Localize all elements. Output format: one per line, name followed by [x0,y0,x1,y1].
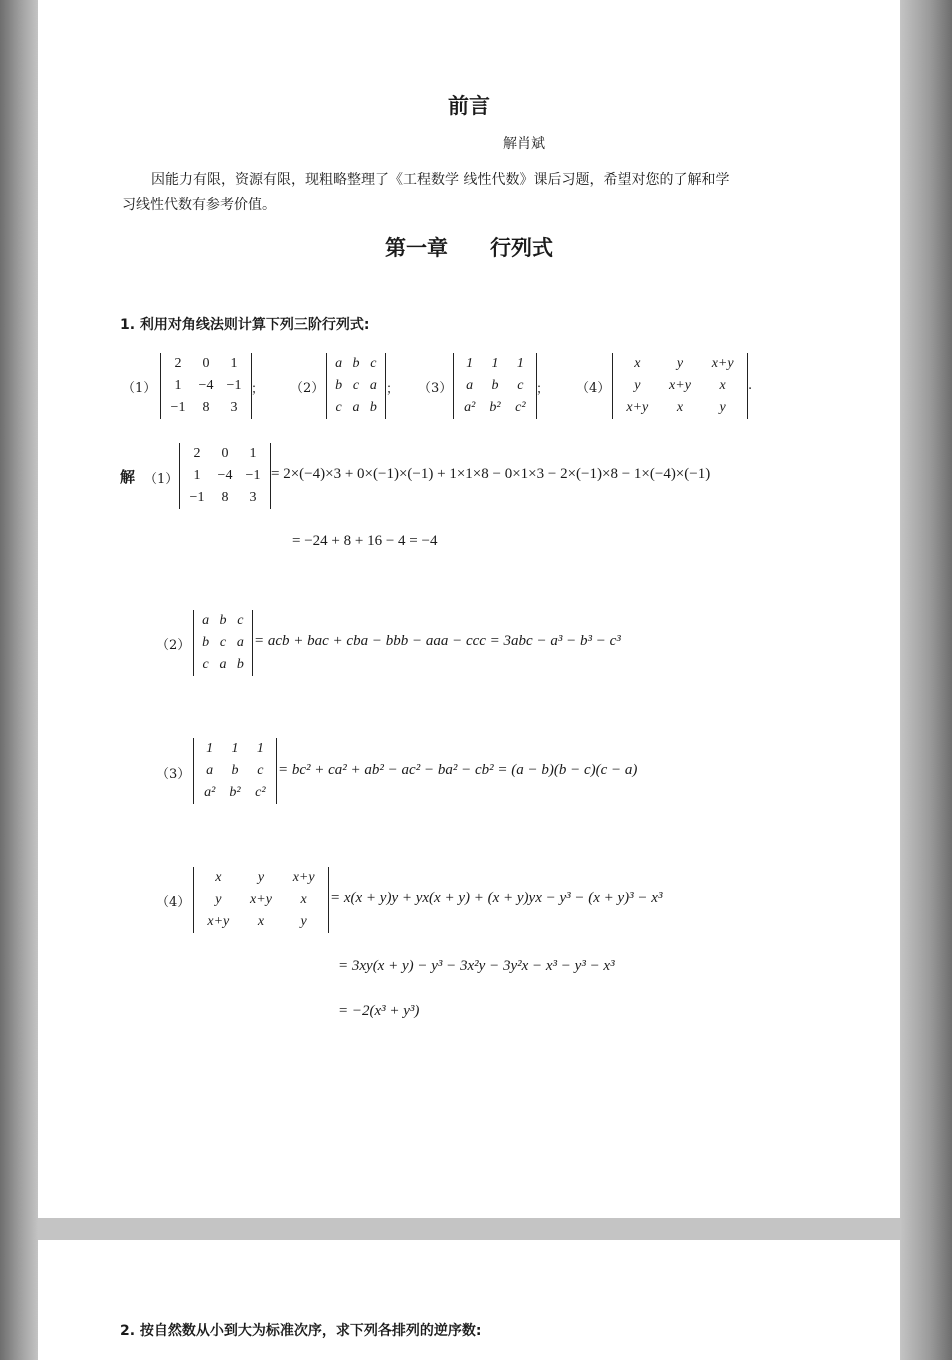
q1-det2-cell-r1c3: c [370,356,377,371]
s1-det-cell-r2c3: −1 [245,468,261,483]
s3-det-cell-r1c2: 1 [231,741,239,756]
q1-det3-cell-r2c3: c [517,378,524,393]
q1-det1-cell-r1c2: 0 [202,356,210,371]
s4-det-cell-r3c1: x+y [207,914,230,929]
s3-det-cell-r2c3: c [257,763,264,778]
s1-det-cell-r2c2: −4 [217,468,233,483]
s1-label: （1） [144,472,179,487]
s2-det-cell-r1c2: b [219,613,227,628]
s3-label: （3） [156,767,191,782]
q1-det3-cell-r1c2: 1 [491,356,499,371]
s2-det-cell-r1c1: a [202,613,210,628]
s3-det-cell-r1c3: 1 [256,741,264,756]
q1-det3-cell-r2c2: b [491,378,499,393]
q1-det1-cell-r2c1: 1 [174,378,182,393]
s1-det-cell-r3c1: −1 [189,490,205,505]
s1-det-cell-r3c3: 3 [249,490,257,505]
document-page-1 [38,0,900,1218]
q1-det1-cell-r1c3: 1 [230,356,238,371]
document-page-2 [38,1240,900,1360]
s4-equation-line2: = 3xy(x + y) − y³ − 3x²y − 3y²x − x³ − y³ − x³ [338,958,615,974]
s4-det-cell-r1c1: x [215,870,222,885]
q1-det2-cell-r1c2: b [352,356,360,371]
q1-det2-cell-r2c2: c [352,378,360,393]
q1-det4-cell-r2c1: y [634,378,641,393]
s3-det-cell-r3c2: b² [229,785,241,800]
q1-item1-label: （1） [122,381,157,396]
author-name: 解肖斌 [503,136,545,152]
s3-det-cell-r3c1: a² [204,785,216,800]
s2-det-cell-r3c1: c [202,657,209,672]
q1-det4-cell-r3c1: x+y [626,400,649,415]
q1-det1-cell-r1c1: 2 [174,356,182,371]
s2-equation-line1: = acb + bac + cba − bbb − aaa − ccc = 3abc − a³ − b³ − c³ [254,633,621,649]
q1-item3-suffix: ； [536,382,550,397]
preface-paragraph-line2: 习线性代数有参考价值。 [122,197,276,213]
s3-det-cell-r2c2: b [231,763,239,778]
q1-determinant-3 [453,353,537,419]
s3-det-cell-r1c1: 1 [206,741,214,756]
q1-det3-cell-r1c1: 1 [466,356,474,371]
q1-det1-cell-r3c2: 8 [202,400,210,415]
q1-item3-label: （3） [418,381,453,396]
s2-det-cell-r2c1: b [202,635,210,650]
s4-det-cell-r1c3: x+y [292,870,315,885]
s2-det-cell-r3c3: b [236,657,244,672]
q1-det1-cell-r3c1: −1 [170,400,186,415]
question1-heading: 1. 利用对角线法则计算下列三阶行列式: [120,317,370,333]
s1-det-cell-r1c1: 2 [193,446,201,461]
s2-determinant [193,610,253,676]
q1-det2-cell-r3c3: b [369,400,377,415]
q1-det1-cell-r3c3: 3 [230,400,238,415]
q1-determinant-4 [612,353,748,419]
q1-det4-cell-r1c3: x+y [711,356,734,371]
q1-det3-cell-r3c1: a² [464,400,476,415]
s4-det-cell-r2c1: y [215,892,222,907]
s4-det-cell-r3c2: x [257,914,265,929]
s4-determinant [193,867,329,933]
q1-det2-cell-r2c1: b [335,378,343,393]
q1-item2-label: （2） [290,381,325,396]
q1-item2-suffix: ； [386,382,400,397]
q1-det2-cell-r1c1: a [335,356,343,371]
q1-determinant-2 [326,353,386,419]
s1-det-cell-r1c2: 0 [221,446,229,461]
q1-det2-cell-r2c3: a [369,378,377,393]
s1-equation-line2: = −24 + 8 + 16 − 4 = −4 [292,533,438,549]
q1-det4-cell-r1c1: x [634,356,641,371]
q1-det2-cell-r3c2: a [352,400,360,415]
s2-det-cell-r3c2: a [219,657,227,672]
q1-item4-suffix: . [748,378,753,393]
s1-determinant [179,443,271,509]
q1-det4-cell-r1c2: y [676,356,684,371]
q1-det4-cell-r2c2: x+y [669,378,691,393]
preface-paragraph-line1: 因能力有限，资源有限，现粗略整理了《工程数学 线性代数》课后习题，希望对您的了解和学 [151,172,730,188]
q1-det1-cell-r2c2: −4 [198,378,214,393]
q1-det3-cell-r2c1: a [466,378,474,393]
s4-det-cell-r2c2: x+y [250,892,272,907]
q1-det4-cell-r2c3: x [719,378,726,393]
s1-det-cell-r3c2: 8 [221,490,229,505]
s4-equation-line1: = x(x + y)y + yx(x + y) + (x + y)yx − y³ − (x + y)³ − x³ [330,890,663,906]
s4-det-cell-r1c2: y [257,870,265,885]
s4-det-cell-r3c3: y [300,914,307,929]
preface-title: 前言 [448,94,490,118]
s1-det-cell-r2c1: 1 [193,468,201,483]
q1-det4-cell-r3c3: y [719,400,726,415]
s3-determinant [193,738,277,804]
q1-det3-cell-r3c2: b² [489,400,501,415]
s4-det-cell-r2c3: x [300,892,307,907]
s2-label: （2） [156,638,191,653]
q1-det3-cell-r1c3: 1 [516,356,524,371]
s3-det-cell-r2c1: a [206,763,214,778]
s2-det-cell-r2c2: c [219,635,227,650]
s2-det-cell-r1c3: c [237,613,244,628]
q1-determinant-1 [160,353,252,419]
s4-label: （4） [156,895,191,910]
q1-det3-cell-r3c3: c² [515,400,526,415]
q1-det4-cell-r3c2: x [676,400,684,415]
chapter-title: 第一章 行列式 [385,236,553,260]
question2-heading: 2. 按自然数从小到大为标准次序，求下列各排列的逆序数: [120,1323,482,1339]
s3-det-cell-r3c3: c² [255,785,266,800]
s1-equation-line1: = 2×(−4)×3 + 0×(−1)×(−1) + 1×1×8 − 0×1×3 − 2×(−1)×8 − 1×(−4)×(−1) [271,466,711,482]
s1-det-cell-r1c3: 1 [249,446,257,461]
q1-item1-suffix: ； [251,382,265,397]
q1-det2-cell-r3c1: c [335,400,342,415]
solution-mark: 解 [120,468,136,486]
s4-equation-line3: = −2(x³ + y³) [338,1003,420,1019]
s3-equation-line1: = bc² + ca² + ab² − ac² − ba² − cb² = (a − b)(b − c)(c − a) [278,762,638,778]
s2-det-cell-r2c3: a [236,635,244,650]
q1-det1-cell-r2c3: −1 [226,378,242,393]
q1-item4-label: （4） [576,381,611,396]
